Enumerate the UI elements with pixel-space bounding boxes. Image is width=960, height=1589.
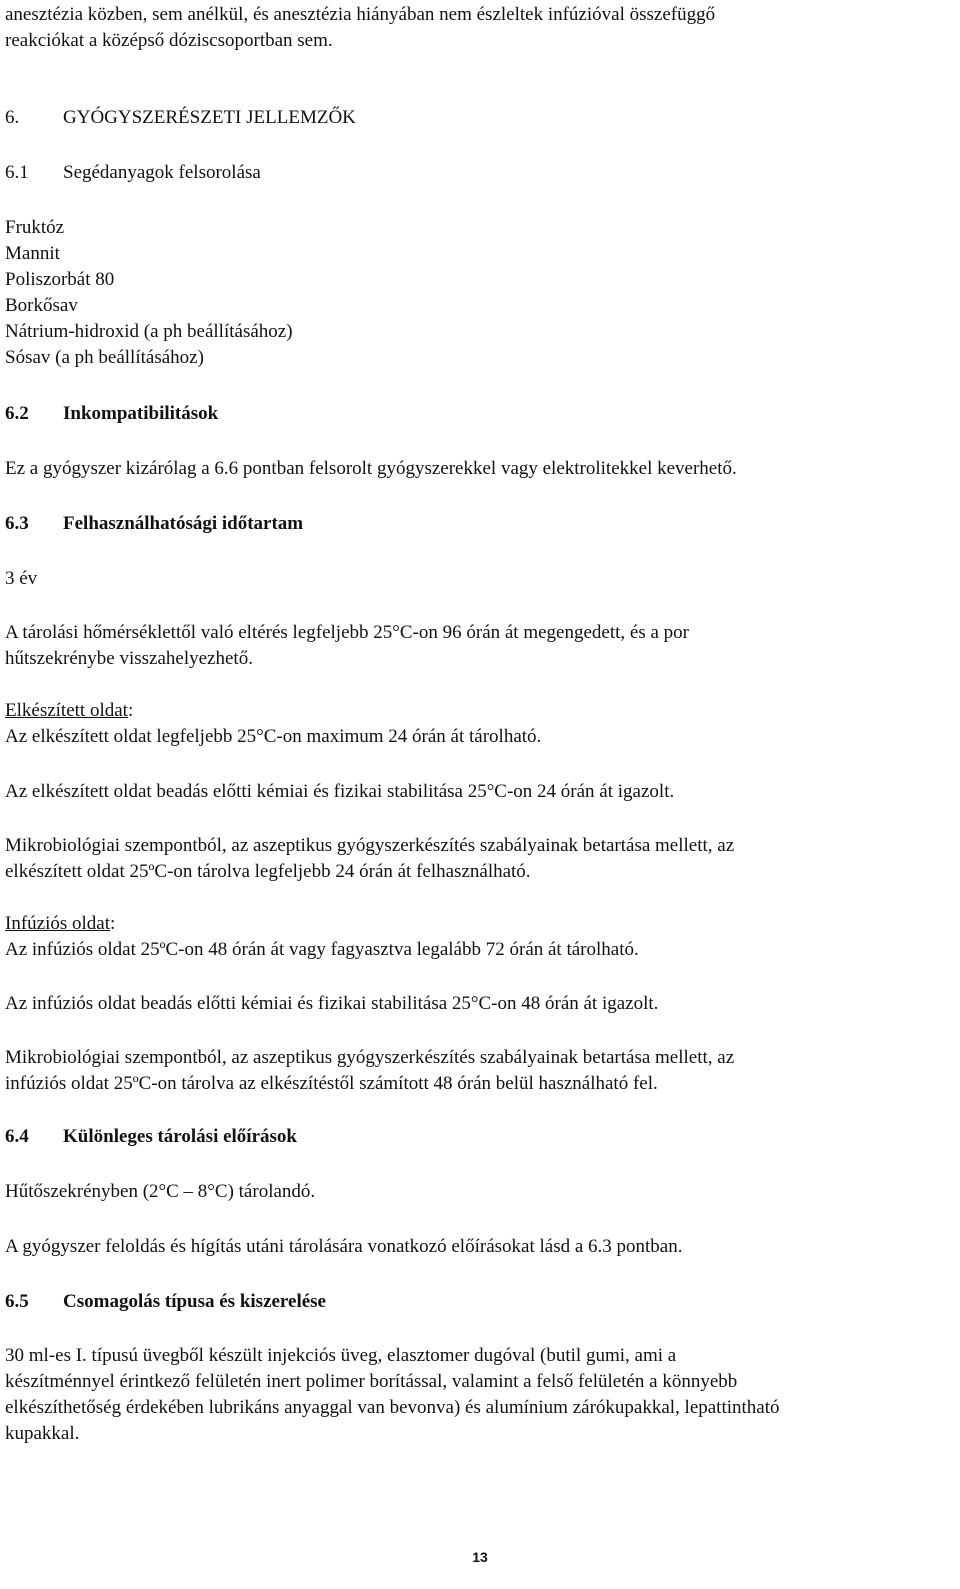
section-number: 6.1 [5,162,29,183]
label-colon: : [127,700,134,721]
prepared-stability-text: Az elkészített oldat beadás előtti kémiai és fizikai stabilitása 25°C-on 24 órán át igazolt. [5,781,675,802]
section-number: 6.4 [5,1126,29,1147]
text-line: anesztézia közben, sem anélkül, és anesztézia hiányában nem észleltek infúzióval összefüggő [5,4,716,25]
text-line: 30 ml-es I. típusú üvegből készült injekciós üveg, elasztomer dugóval (butil gumi, ami a [5,1345,677,1366]
text-line: infúziós oldat 25ºC-on tárolva az elkészítéstől számított 48 órán belül használható fel. [5,1073,658,1094]
list-item: Nátrium-hidroxid (a ph beállításához) [5,321,293,342]
excursion-paragraph [5,620,689,672]
infusion-stability-text: Az infúziós oldat beadás előtti kémiai és fizikai stabilitása 25°C-on 48 órán át igazolt. [5,993,659,1014]
section-title: Inkompatibilitások [63,403,219,424]
section-number: 6.3 [5,513,29,534]
prepared-microbiology-paragraph [5,833,734,885]
section-6-2-heading [5,401,218,427]
text-line: elkészített oldat 25ºC-on tárolva legfeljebb 24 órán át felhasználható. [5,861,531,882]
section-title: Segédanyagok felsorolása [63,162,261,183]
label-colon: : [110,913,116,934]
text-line: A tárolási hőmérséklettől való eltérés legfeljebb 25°C-on 96 órán át megengedett, és a por [5,622,689,643]
storage-reference-text: A gyógyszer feloldás és hígítás utáni tárolására vonatkozó előírásokat lásd a 6.3 pontban. [5,1236,683,1257]
prepared-solution-block [5,698,541,750]
shelf-life-text: 3 év [5,568,38,589]
section-title: Csomagolás típusa és kiszerelése [63,1291,326,1312]
text-line: Az infúziós oldat 25ºC-on 48 órán át vagy fagyasztva legalább 72 órán át tárolható. [5,939,639,960]
text-line: kupakkal. [5,1423,80,1444]
list-item: Sósav (a ph beállításához) [5,347,204,368]
text-line: hűtszekrénybe visszahelyezhető. [5,648,253,669]
excipient-list [5,215,293,371]
section-6-3-heading [5,511,303,537]
section-number: 6. [5,107,20,128]
text-line: elkészíthetőség érdekében lubrikáns anyaggal van bevonva) és alumínium zárókupakkal, lepattintható [5,1397,780,1418]
incompatibility-text: Ez a gyógyszer kizárólag a 6.6 pontban felsorolt gyógyszerekkel vagy elektrolitekkel keverhető. [5,458,737,479]
storage-text: Hűtőszekrényben (2°C – 8°C) tárolandó. [5,1181,316,1202]
section-6-4-heading [5,1124,297,1150]
underlined-label: Elkészített oldat [5,700,128,721]
section-number: 6.2 [5,403,29,424]
intro-paragraph [5,2,715,54]
text-line: Mikrobiológiai szempontból, az aszeptikus gyógyszerkészítés szabályainak betartása mellett, az [5,835,735,856]
list-item: Fruktóz [5,217,65,238]
section-title: GYÓGYSZERÉSZETI JELLEMZŐK [63,107,356,128]
text-line: reakciókat a középső dóziscsoportban sem. [5,30,333,51]
list-item: Borkősav [5,295,78,316]
infusion-solution-block [5,911,639,963]
underlined-label: Infúziós oldat [5,913,111,934]
section-6-1-heading [5,160,261,186]
list-item: Mannit [5,243,60,264]
infusion-solution-label [5,911,639,937]
section-title: Különleges tárolási előírások [63,1126,297,1147]
section-title: Felhasználhatósági időtartam [63,513,304,534]
text-line: készítménnyel érintkező felületén inert polimer borítással, valamint a felső felületén a könnyebb [5,1371,738,1392]
section-6-5-heading [5,1289,326,1315]
section-6-heading [5,105,356,131]
prepared-solution-label [5,698,541,724]
page-number: 13 [472,1549,488,1565]
text-line: Mikrobiológiai szempontból, az aszeptikus gyógyszerkészítés szabályainak betartása mellett, az [5,1047,735,1068]
text-line: Az elkészített oldat legfeljebb 25°C-on maximum 24 órán át tárolható. [5,726,542,747]
packaging-paragraph [5,1343,780,1447]
list-item: Poliszorbát 80 [5,269,115,290]
section-number: 6.5 [5,1291,29,1312]
infusion-microbiology-paragraph [5,1045,734,1097]
